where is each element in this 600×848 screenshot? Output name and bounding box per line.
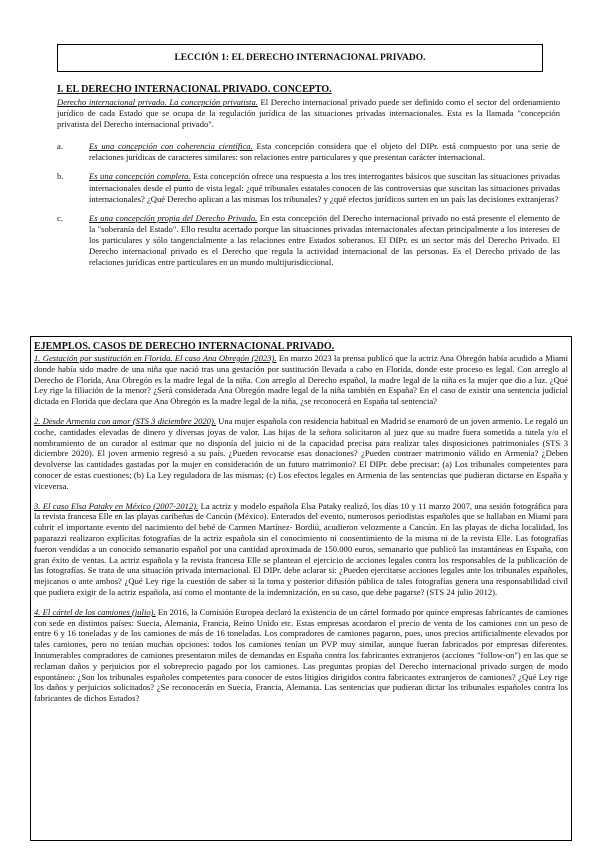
section-concept — [57, 84, 560, 276]
example-case — [34, 607, 568, 704]
example-case — [34, 501, 568, 598]
example-case-title: 2. Desde Armenia con amor (STS 3 diciembre 2020). — [34, 415, 216, 426]
example-case-title: 3. El caso Elsa Pataky en México (2007-2012). — [34, 500, 199, 511]
example-case-text: En 2016, la Comisión Europea declaró la existencia de un cártel formado por quince empresas fabricantes de camiones con sede en distintos países: Suecia, Alemania, Francia, Reino Unido etc. Estas empresas acordaron el precio de venta de los camiones con un peso de entre 6 y 16 toneladas y de los camiones de más de 16 toneladas. Los compradores de camiones pagaron, pues, unos precios artificialmente elevados por tales camiones, pero no tenían muchas opciones: todos los camiones tenían un PVP muy similar, aunque fueran fabricados por empresas diferentes. Innumerables compradores de camiones presentaron miles de demandas en España contra los fabricantes extranjeros (acciones "follow-on") en las que se reclaman daños y perjuicios por el sobreprecio pagado por los camiones. Las preguntas propias del Derecho internacional privado surgen de modo espontáneo: ¿Son los tribunales españoles competentes para conocer de estos litigios dirigidos contra fabricantes extranjeros de camiones? ¿Qué Ley rige los daños y perjuicios solicitados? ¿Se reconocerán en Suecia, Francia, Alemania. Las sentencias que pudieran dictar los tribunales españoles contra los fabricantes de dichos Estados? — [34, 606, 569, 704]
list-item-lead: Es una concepción completa. — [89, 171, 191, 182]
list-item-text — [89, 141, 560, 163]
example-case-text: Una mujer española con residencia habitual en Madrid se enamoró de un joven armenio. Le regaló un coche, cantidades elevadas de dinero y diversas joyas de valor. Las hijas de la señora solicitaron al juez que su madre fuera sometida a tutela y/o el nombramiento de un curador al estimar que no disponía del juicio ni de la capacidad precisa para realizar tales disposiciones patrimoniales (STS 3 diciembre 2020). El joven armenio regresó a su país. ¿Pueden revocarse esas donaciones? ¿Pueden contraer matrimonio válido en Armenia? ¿Deben devolverse las cantidades gastadas por la mujer en consideración de un futuro matrimonio? El DIPr. debe precisar: (a) Los tribunales competentes para conocer de estas cuestiones; (b) La Ley reguladora de las mismas; (c) Los efectos legales en Armenia de las sentencias que pudieran dictarse en España y viceversa. — [34, 415, 568, 491]
example-case — [34, 353, 568, 407]
example-case-text: En marzo 2023 la prensa publicó que la actriz Ana Obregón había acudido a Miami donde había sido madre de una niña que nació tras una gestación por sustitución llevada a cabo en Florida, donde este proceso es legal. Con arreglo al Derecho de Florida, Ana Obregón es la madre legal de la niña. Con arreglo al Derecho español, la madre legal de la niña es la mujer que dio a luz. ¿Qué Ley rige la filiación de la menor? ¿Será considerada Ana Obregón madre legal de la niña también en España? En el caso de existir una sentencia judicial dictada en Florida que declara que Ana Obregón es la madre legal de la niña, ¿se reconocerá en España tal sentencia? — [34, 353, 568, 407]
list-marker: b. — [57, 171, 64, 182]
example-case-text: La actriz y modelo española Elsa Pataky realizó, los días 10 y 11 marzo 2007, una sesión fotográfica para la revista francesa Elle en las playas caribeñas de Cancún (México). Enterados del evento, numerosos periodistas españoles que se hallaban en Miami para cubrir el importante evento del nacimiento del bebé de Carmen Martínez- Bordiú, acudieron velozmente a Cancún. En las playas de dicha localidad, los paparazzi realizaron explícitas fotografías de la actriz española sin el conocimiento ni consentimiento de la misma ni de la revista Elle. Las fotografías fueron vendidas a un conocido semanario español por una cantidad aproximada de 150.000 euros, semanario que publicó las instantáneas en España, con gran éxito de ventas. La actriz española y la revista francesa Elle se plantean el ejercicio de acciones legales contra los responsables de la publicación de las fotografías. Se trata de una situación privada internacional. El DIPr. debe aclarar si: ¿Pueden ejercitarse acciones legales ante los tribunales españoles, mejicanos o ante ambos? ¿Qué Ley rige la cuestión de saber si la toma y posterior difusión pública de tales fotografías genera una responsabilidad civil que pudiera exigir de la actriz española, así como el montante de la indemnización, en su caso, que debe pagarse? (STS 24 julio 2012). — [34, 500, 568, 597]
examples-box — [30, 336, 572, 841]
lesson-title: LECCIÓN 1: EL DERECHO INTERNACIONAL PRIVADO. — [174, 53, 426, 63]
example-case-title: 4. El cártel de los camiones (julio). — [34, 606, 156, 617]
list-item-body: En esta concepción del Derecho internacional privado no está presente el elemento de la "soberanía del Estado". Ello resulta acertado porque las situaciones privadas internacionales afectan principalmente a los intereses de los particulares y sólo tangencialmente a las relaciones entre Estados soberanos. El DIPr. es un sector más del Derecho Privado. El Derecho internacional privado es el Derecho que regula la actividad internacional de las personas. Es el Derecho privado de las relaciones jurídicas entre particulares en un mundo multijurisdiccional. — [89, 212, 560, 268]
list-item-body: Esta concepción ofrece una respuesta a los tres interrogantes básicos que suscitan las situaciones privadas internacionales desde el punto de vista legal: ¿qué tribunales estatales conocen de las controversias que suscitan las situaciones privadas internacionales? ¿Qué Derecho aplican a las mismas los tribunales? y ¿qué efectos jurídicos surten en un país las decisiones extranjeras? — [89, 171, 560, 204]
list-item-text — [89, 171, 560, 204]
concept-list — [57, 141, 560, 268]
example-case-title: 1. Gestación por sustitución en Florida. El caso Ana Obregón (2023). — [34, 353, 277, 363]
example-case — [34, 416, 568, 492]
examples-heading: EJEMPLOS. CASOS DE DERECHO INTERNACIONAL PRIVADO. — [34, 341, 335, 352]
list-item-body: Esta concepción considera que el objeto del DIPr. está compuesto por una serie de relaciones jurídicas de caracteres similares: son relaciones entre particulares y que presentan carácter internacional. — [89, 141, 560, 163]
lesson-title-box — [57, 44, 543, 72]
list-marker: c. — [57, 212, 63, 223]
list-item — [57, 171, 560, 204]
list-item-lead: Es una concepción propia del Derecho Privado. — [89, 212, 258, 223]
list-item — [57, 141, 560, 163]
intro-lead: Derecho internacional privado. La concepción privatista. — [57, 97, 258, 107]
list-marker: a. — [57, 141, 63, 152]
section-heading: I. EL DERECHO INTERNACIONAL PRIVADO. CONCEPTO. — [57, 84, 332, 95]
list-item-lead: Es una concepción con coherencia científica. — [89, 141, 253, 152]
intro-paragraph — [57, 97, 560, 130]
list-item-text — [89, 213, 560, 268]
intro-text: El Derecho internacional privado puede ser definido como el sector del ordenamiento jurídico de cada Estado que se ocupa de la regulación jurídica de las situaciones privadas internacionales. Esta es la llamada "concepción privatista del Derecho internacional privado". — [57, 97, 560, 130]
list-item — [57, 213, 560, 268]
